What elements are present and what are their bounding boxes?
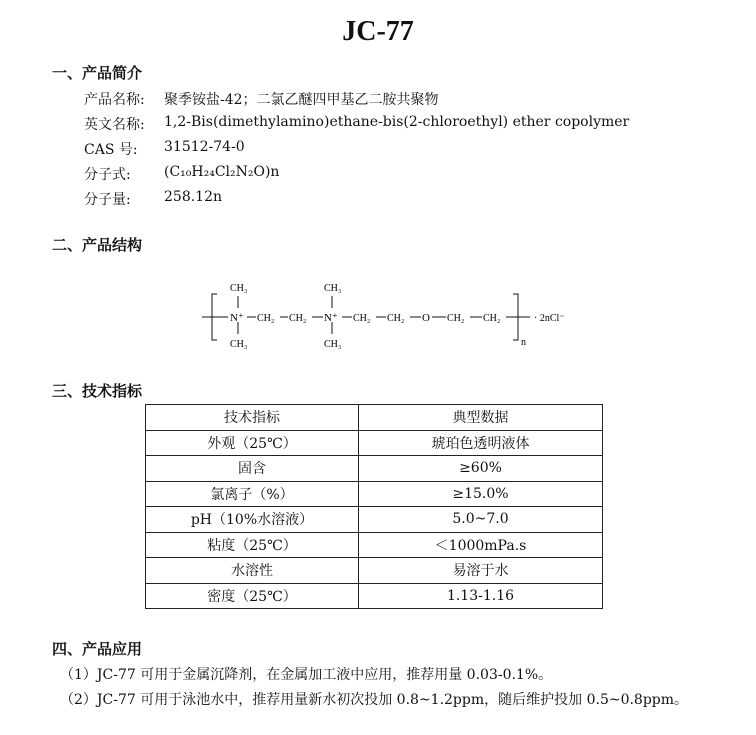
table-row (146, 507, 603, 533)
table-cell: ≥60% (359, 456, 603, 482)
document-title: JC-77 (342, 16, 414, 47)
application-item: （1）JC-77 可用于金属沉降剂，在金属加工液中应用，推荐用量 0.03-0.1%。 (60, 667, 553, 683)
table-row (146, 532, 603, 558)
table-row (146, 481, 603, 507)
info-row-formula (84, 164, 280, 184)
section-heading-spec: 三、技术指标 (52, 382, 143, 400)
table-row (146, 583, 603, 609)
application-item: （2）JC-77 可用于泳池水中，推荐用量新水初次投加 0.8~1.2ppm，随后维护投加 0.5~0.8ppm。 (60, 692, 689, 708)
table-cell: ＜1000mPa.s (359, 532, 603, 558)
methylene-group: CH₂ (483, 313, 501, 324)
structure-diagram (200, 278, 580, 350)
table-cell: 易溶于水 (359, 558, 603, 584)
table-cell: ≥15.0% (359, 481, 603, 507)
methyl-group: CH₃ (230, 339, 248, 350)
spec-table (145, 404, 603, 609)
table-header: 典型数据 (359, 405, 603, 431)
table-cell: 水溶性 (146, 558, 359, 584)
quaternary-nitrogen: N⁺ (230, 312, 244, 324)
info-label: CAS 号: (84, 142, 138, 158)
table-header-row (146, 405, 603, 431)
table-cell: 5.0~7.0 (359, 507, 603, 533)
table-cell: 外观（25℃） (146, 430, 359, 456)
info-label: 英文名称: (84, 117, 145, 133)
methylene-group: CH₂ (447, 313, 465, 324)
info-value: 31512-74-0 (164, 139, 245, 155)
methylene-group: CH₂ (289, 313, 307, 324)
methyl-group: CH₃ (324, 283, 342, 294)
ether-oxygen: O (422, 312, 430, 324)
info-row-weight (84, 189, 223, 209)
methylene-group: CH₂ (387, 313, 405, 324)
info-row-cas (84, 139, 245, 159)
table-row (146, 558, 603, 584)
table-cell: 氯离子（%） (146, 481, 359, 507)
table-cell: 固含 (146, 456, 359, 482)
table-cell: 密度（25℃） (146, 583, 359, 609)
methyl-group: CH₃ (324, 339, 342, 350)
table-cell: pH（10%水溶液） (146, 507, 359, 533)
counter-ion: · 2nCl⁻ (534, 313, 565, 324)
repeat-subscript: n (521, 337, 526, 348)
table-cell: 1.13-1.16 (359, 583, 603, 609)
table-cell: 琥珀色透明液体 (359, 430, 603, 456)
methyl-group: CH₃ (230, 283, 248, 294)
methylene-group: CH₂ (353, 313, 371, 324)
section-heading-application: 四、产品应用 (52, 640, 143, 658)
info-value: 258.12n (164, 189, 223, 205)
methylene-group: CH₂ (257, 313, 275, 324)
info-value: (C₁₀H₂₄Cl₂N₂O)n (164, 164, 280, 180)
info-row-name (84, 89, 439, 109)
table-header: 技术指标 (146, 405, 359, 431)
info-value: 1,2-Bis(dimethylamino)ethane-bis(2-chloroethyl) ether copolymer (164, 114, 630, 130)
section-heading-intro: 一、产品简介 (52, 64, 143, 82)
info-label: 分子式: (84, 167, 131, 183)
info-value: 聚季铵盐-42；二氯乙醚四甲基乙二胺共聚物 (164, 92, 439, 108)
table-cell: 粘度（25℃） (146, 532, 359, 558)
quaternary-nitrogen: N⁺ (324, 312, 338, 324)
info-label: 分子量: (84, 192, 131, 208)
info-label: 产品名称: (84, 92, 145, 108)
section-heading-structure: 二、产品结构 (52, 236, 143, 254)
info-row-english-name (84, 114, 630, 134)
table-row (146, 456, 603, 482)
table-row (146, 430, 603, 456)
